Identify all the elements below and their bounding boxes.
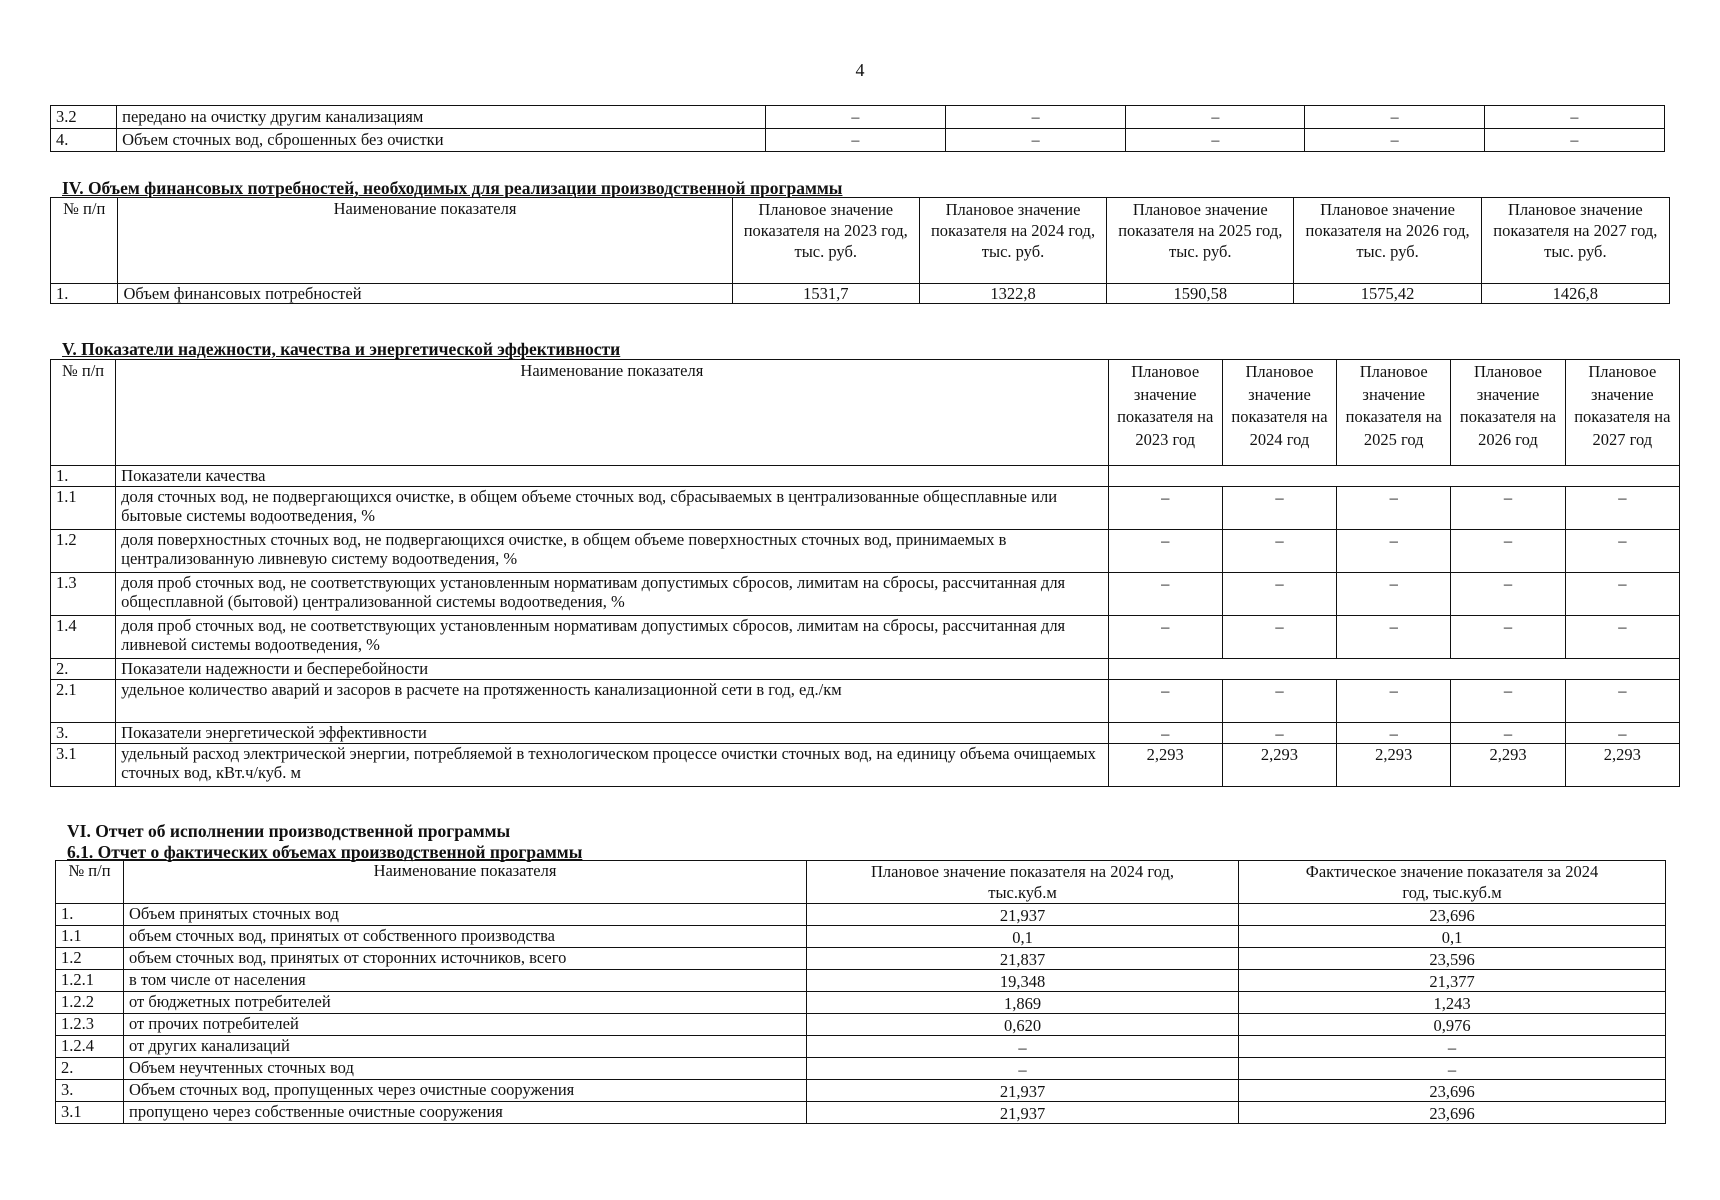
row-number: 3.1 (56, 1102, 124, 1124)
plan-value: – (807, 1058, 1239, 1080)
value-cell: 1322,8 (919, 284, 1106, 304)
header-year-col: Плановое значение показателя на 2023 год (1108, 360, 1222, 466)
section-5-title: V. Показатели надежности, качества и энергетической эффективности (62, 339, 621, 359)
header-year-col: Плановое значение показателя на 2024 год (1222, 360, 1336, 466)
financial-needs-table (50, 197, 1670, 304)
value-cell: – (1451, 723, 1565, 744)
header-row (51, 360, 1680, 466)
value-cell: – (1222, 573, 1336, 616)
table-row (56, 1102, 1666, 1124)
fact-value: – (1239, 1036, 1666, 1058)
plan-value: – (807, 1036, 1239, 1058)
fact-value: 23,696 (1239, 904, 1666, 926)
indicator-name: пропущено через собственные очистные сооружения (124, 1102, 807, 1124)
indicator-name: от бюджетных потребителей (124, 992, 807, 1014)
indicator-name: Объем финансовых потребностей (118, 284, 732, 304)
plan-value: 21,937 (807, 1080, 1239, 1102)
row-number: 1.2 (51, 530, 116, 573)
row-number: 3.2 (51, 106, 117, 129)
value-cell: 2,293 (1222, 744, 1336, 787)
value-cell: – (1451, 487, 1565, 530)
table-row (51, 487, 1680, 530)
fact-value: 21,377 (1239, 970, 1666, 992)
value-cell: – (1451, 616, 1565, 659)
value-cell: 1575,42 (1294, 284, 1481, 304)
table-row (56, 1058, 1666, 1080)
table-row (51, 616, 1680, 659)
indicator-name: в том числе от населения (124, 970, 807, 992)
value-cell: – (1126, 129, 1305, 152)
section-6-title: VI. Отчет об исполнении производственной программы (67, 821, 511, 841)
value-cell: – (1108, 680, 1222, 723)
indicator-name: доля проб сточных вод, не соответствующих установленным нормативам допустимых сбросов, лимитам на сбросы, рассчитанная для общесплавной (бытовой) централизованной системы водоотведения, % (116, 573, 1108, 616)
indicator-name: Объем сточных вод, пропущенных через очистные сооружения (124, 1080, 807, 1102)
actual-volumes-table (55, 860, 1666, 1124)
value-cell: – (1565, 573, 1679, 616)
indicator-name: от прочих потребителей (124, 1014, 807, 1036)
table-row (51, 284, 1670, 304)
row-number: 1.2.3 (56, 1014, 124, 1036)
header-name: Наименование показателя (116, 360, 1108, 466)
page-number: 4 (855, 60, 865, 80)
header-year-col: Плановое значение показателя на 2024 год, тыс. руб. (919, 198, 1106, 284)
row-number: 1.2.2 (56, 992, 124, 1014)
value-cell: – (1337, 680, 1451, 723)
fact-value: 23,596 (1239, 948, 1666, 970)
value-cell: – (1222, 680, 1336, 723)
plan-value: 21,837 (807, 948, 1239, 970)
fact-value: 0,976 (1239, 1014, 1666, 1036)
indicator-name: от других канализаций (124, 1036, 807, 1058)
table-row (56, 1014, 1666, 1036)
indicator-name: Объем принятых сточных вод (124, 904, 807, 926)
value-cell: – (1451, 573, 1565, 616)
value-cell: 2,293 (1108, 744, 1222, 787)
row-number: 1.1 (56, 926, 124, 948)
header-row (51, 198, 1670, 284)
fact-value: 23,696 (1239, 1080, 1666, 1102)
value-cell: – (1108, 723, 1222, 744)
indicator-name: доля поверхностных сточных вод, не подвергающихся очистке, в общем объеме поверхностных сточных вод, принимаемых в централизованную ливневую систему водоотведения, % (116, 530, 1108, 573)
value-cell: – (945, 129, 1125, 152)
table-row (51, 466, 1680, 487)
table-row (51, 106, 1665, 129)
plan-value: 21,937 (807, 1102, 1239, 1124)
row-number: 1. (51, 466, 116, 487)
value-cell: – (1484, 106, 1664, 129)
row-number: 2. (51, 659, 116, 680)
value-cell: – (1305, 129, 1484, 152)
value-cell: 2,293 (1337, 744, 1451, 787)
plan-value: 1,869 (807, 992, 1239, 1014)
indicator-name: удельное количество аварий и засоров в расчете на протяженность канализационной сети в год, ед./км (116, 680, 1108, 723)
table-row (51, 744, 1680, 787)
value-cell: 1590,58 (1107, 284, 1294, 304)
value-cell: – (1337, 573, 1451, 616)
value-cell: – (1222, 530, 1336, 573)
table-row (51, 723, 1680, 744)
value-cell: – (1337, 530, 1451, 573)
row-number: 1.2 (56, 948, 124, 970)
header-year-col: Плановое значение показателя на 2026 год (1451, 360, 1565, 466)
fact-value: 1,243 (1239, 992, 1666, 1014)
group-empty-cell (1108, 659, 1679, 680)
header-fact: Фактическое значение показателя за 2024 год, тыс.куб.м (1239, 861, 1666, 904)
indicator-name: объем сточных вод, принятых от собственного производства (124, 926, 807, 948)
table-row (51, 680, 1680, 723)
indicator-name: удельный расход электрической энергии, потребляемой в технологическом процессе очистки сточных вод, на единицу объема очищаемых сточных вод, кВт.ч/куб. м (116, 744, 1108, 787)
value-cell: – (1222, 616, 1336, 659)
row-number: 2.1 (51, 680, 116, 723)
section-4-title: IV. Объем финансовых потребностей, необходимых для реализации производственной программы (62, 178, 843, 198)
table-row (56, 992, 1666, 1014)
row-number: 4. (51, 129, 117, 152)
header-name: Наименование показателя (124, 861, 807, 904)
table-row (56, 926, 1666, 948)
plan-value: 0,1 (807, 926, 1239, 948)
header-year-col: Плановое значение показателя на 2027 год (1565, 360, 1679, 466)
value-cell: – (1108, 487, 1222, 530)
value-cell: 1426,8 (1481, 284, 1669, 304)
header-plan: Плановое значение показателя на 2024 год, тыс.куб.м (807, 861, 1239, 904)
table-row (51, 530, 1680, 573)
header-year-col: Плановое значение показателя на 2026 год, тыс. руб. (1294, 198, 1481, 284)
header-row (56, 861, 1666, 904)
table-row (56, 904, 1666, 926)
value-cell: – (1305, 106, 1484, 129)
reliability-quality-table (50, 359, 1680, 787)
table-row (51, 659, 1680, 680)
indicator-name: Показатели энергетической эффективности (116, 723, 1108, 744)
row-number: 1.1 (51, 487, 116, 530)
row-number: 1. (51, 284, 118, 304)
row-number: 1. (56, 904, 124, 926)
table-row (56, 1080, 1666, 1102)
indicator-name: Показатели надежности и бесперебойности (116, 659, 1108, 680)
continuation-table (50, 105, 1665, 152)
header-year-col: Плановое значение показателя на 2025 год, тыс. руб. (1107, 198, 1294, 284)
header-name: Наименование показателя (118, 198, 732, 284)
value-cell: – (1337, 616, 1451, 659)
value-cell: – (1222, 723, 1336, 744)
section-6-1-subtitle: 6.1. Отчет о фактических объемах производственной программы (67, 842, 583, 862)
indicator-name: доля сточных вод, не подвергающихся очистке, в общем объеме сточных вод, сбрасываемых в централизованные общесплавные или бытовые системы водоотведения, % (116, 487, 1108, 530)
header-year-col: Плановое значение показателя на 2023 год, тыс. руб. (732, 198, 919, 284)
fact-value: 0,1 (1239, 926, 1666, 948)
value-cell: – (1337, 723, 1451, 744)
row-number: 1.3 (51, 573, 116, 616)
row-number: 3. (56, 1080, 124, 1102)
fact-value: 23,696 (1239, 1102, 1666, 1124)
indicator-name: объем сточных вод, принятых от сторонних источников, всего (124, 948, 807, 970)
value-cell: – (1451, 680, 1565, 723)
value-cell: – (1108, 616, 1222, 659)
header-year-col: Плановое значение показателя на 2027 год, тыс. руб. (1481, 198, 1669, 284)
header-year-col: Плановое значение показателя на 2025 год (1337, 360, 1451, 466)
table-row (51, 129, 1665, 152)
indicator-name: доля проб сточных вод, не соответствующих установленным нормативам допустимых сбросов, лимитам на сбросы, рассчитанная для ливневой системы водоотведения, % (116, 616, 1108, 659)
row-number: 3.1 (51, 744, 116, 787)
value-cell: – (1565, 723, 1679, 744)
row-number: 1.4 (51, 616, 116, 659)
indicator-name: Объем неучтенных сточных вод (124, 1058, 807, 1080)
value-cell: – (765, 106, 945, 129)
table-row (51, 573, 1680, 616)
value-cell: 2,293 (1565, 744, 1679, 787)
indicator-name: Показатели качества (116, 466, 1108, 487)
row-number: 1.2.4 (56, 1036, 124, 1058)
value-cell: – (1565, 487, 1679, 530)
value-cell: – (1484, 129, 1664, 152)
row-number: 3. (51, 723, 116, 744)
value-cell: – (1565, 680, 1679, 723)
group-empty-cell (1108, 466, 1679, 487)
value-cell: – (1222, 487, 1336, 530)
indicator-name: Объем сточных вод, сброшенных без очистки (117, 129, 766, 152)
value-cell: – (1337, 487, 1451, 530)
value-cell: – (1451, 530, 1565, 573)
value-cell: – (1565, 530, 1679, 573)
fact-value: – (1239, 1058, 1666, 1080)
plan-value: 21,937 (807, 904, 1239, 926)
table-row (56, 970, 1666, 992)
value-cell: – (765, 129, 945, 152)
value-cell: – (1108, 530, 1222, 573)
indicator-name: передано на очистку другим канализациям (117, 106, 766, 129)
value-cell: – (1126, 106, 1305, 129)
value-cell: – (945, 106, 1125, 129)
table-row (56, 948, 1666, 970)
header-num: № п/п (51, 198, 118, 284)
table-row (56, 1036, 1666, 1058)
value-cell: – (1108, 573, 1222, 616)
header-num: № п/п (56, 861, 124, 904)
plan-value: 0,620 (807, 1014, 1239, 1036)
row-number: 1.2.1 (56, 970, 124, 992)
row-number: 2. (56, 1058, 124, 1080)
value-cell: – (1565, 616, 1679, 659)
header-num: № п/п (51, 360, 116, 466)
plan-value: 19,348 (807, 970, 1239, 992)
value-cell: 2,293 (1451, 744, 1565, 787)
value-cell: 1531,7 (732, 284, 919, 304)
